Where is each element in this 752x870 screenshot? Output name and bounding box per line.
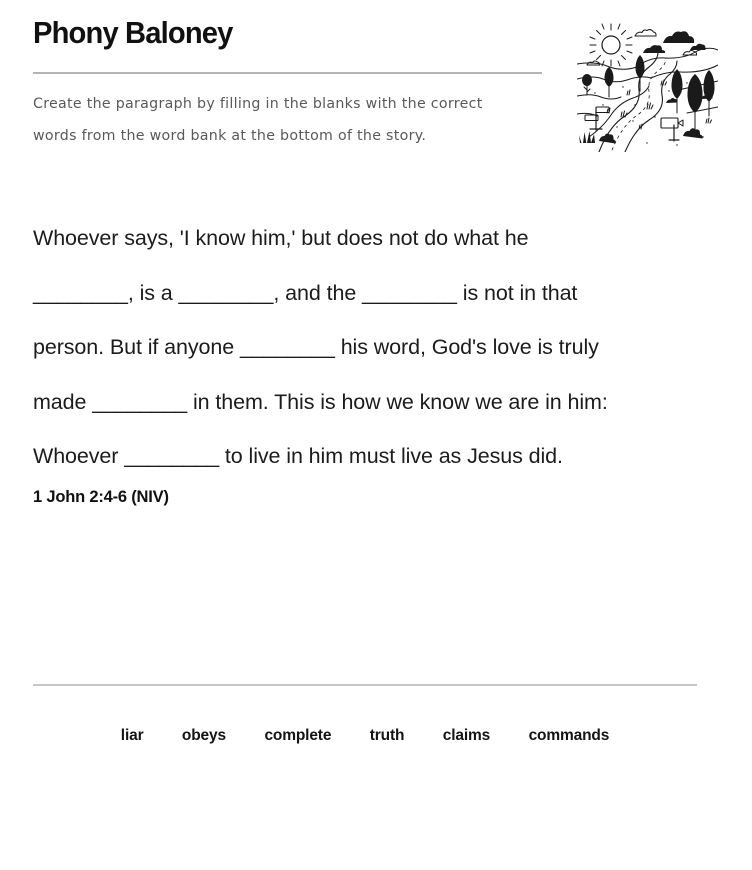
landscape-illustration xyxy=(577,17,718,152)
story-line: person. But if anyone ________ his word, God's love is truly xyxy=(33,335,599,359)
instructions-line-2: words from the word bank at the bottom of the story. xyxy=(33,128,427,144)
word-bank-item[interactable]: commands xyxy=(528,727,610,744)
word-bank-item[interactable]: complete xyxy=(264,727,332,744)
word-bank-item[interactable]: truth xyxy=(369,727,405,744)
scripture-reference: 1 John 2:4-6 (NIV) xyxy=(33,488,169,506)
word-bank-item[interactable]: obeys xyxy=(181,727,226,744)
story-line: made ________ in them. This is how we know we are in him: xyxy=(33,389,608,414)
worksheet-header xyxy=(33,14,543,52)
story-line: ________, is a ________, and the ________ is not in that xyxy=(33,280,578,305)
word-bank-divider xyxy=(33,684,697,686)
word-bank-item[interactable]: claims xyxy=(442,727,491,744)
tree-icon xyxy=(582,74,592,86)
instructions-text xyxy=(33,88,533,152)
story-line: Whoever says, 'I know him,' but does not do what he xyxy=(33,226,529,250)
story-paragraph xyxy=(33,211,723,484)
story-line: Whoever ________ to live in him must live as Jesus did. xyxy=(33,444,563,468)
page-title: Phony Baloney xyxy=(33,15,233,50)
instructions-line-1: Create the paragraph by filling in the blanks with the correct xyxy=(33,96,483,112)
title-divider xyxy=(33,72,542,74)
word-bank xyxy=(33,726,697,746)
word-bank-item[interactable]: liar xyxy=(120,727,144,744)
